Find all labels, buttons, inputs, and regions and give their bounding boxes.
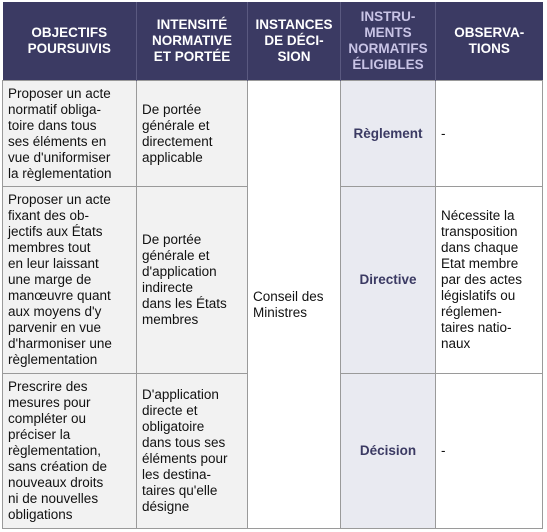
cell-objectif: Prescrire des mesures pour compléter ou préciser la règlementation, sans création de nouveaux droits ni de nouvelles obligations: [3, 374, 137, 529]
header-instruments: INSTRU- MENTS NORMATIFS ÉLIGIBLES: [341, 2, 436, 81]
instruments-table: [2, 2, 543, 529]
header-instances: INSTANCES DE DÉCI- SION: [248, 2, 341, 81]
cell-objectif: Proposer un acte fixant des ob- jectifs aux États membres tout en leur laissant une marge de manœuvre quant aux moyens d'y parvenir en vue d'harmoniser une règlementation: [3, 187, 137, 374]
cell-observation: Nécessite la transposition dans chaque Etat membre par des actes législatifs ou réglemen- taires natio- naux: [436, 187, 543, 374]
cell-instrument: Décision: [341, 374, 436, 529]
table-container: [2, 2, 542, 526]
header-objectifs: OBJECTIFS POURSUIVIS: [3, 2, 137, 81]
table-row: [3, 81, 543, 187]
cell-observation: -: [436, 374, 543, 529]
cell-objectif: Proposer un acte normatif obliga- toire dans tous ses éléments en vue d'uniformiser la règlementation: [3, 81, 137, 187]
header-intensite: INTENSITÉ NORMATIVE ET PORTÉE: [137, 2, 248, 81]
cell-instance: Conseil des Ministres: [248, 81, 341, 529]
cell-instrument: Règlement: [341, 81, 436, 187]
cell-intensite: De portée générale et d'application indirecte dans les États membres: [137, 187, 248, 374]
cell-instrument: Directive: [341, 187, 436, 374]
cell-observation: -: [436, 81, 543, 187]
cell-intensite: D'application directe et obligatoire dans tous ses éléments pour les destina- taires qu'elle désigne: [137, 374, 248, 529]
header-observations: OBSERVA- TIONS: [436, 2, 543, 81]
header-row: [3, 2, 543, 81]
cell-intensite: De portée générale et directement applicable: [137, 81, 248, 187]
